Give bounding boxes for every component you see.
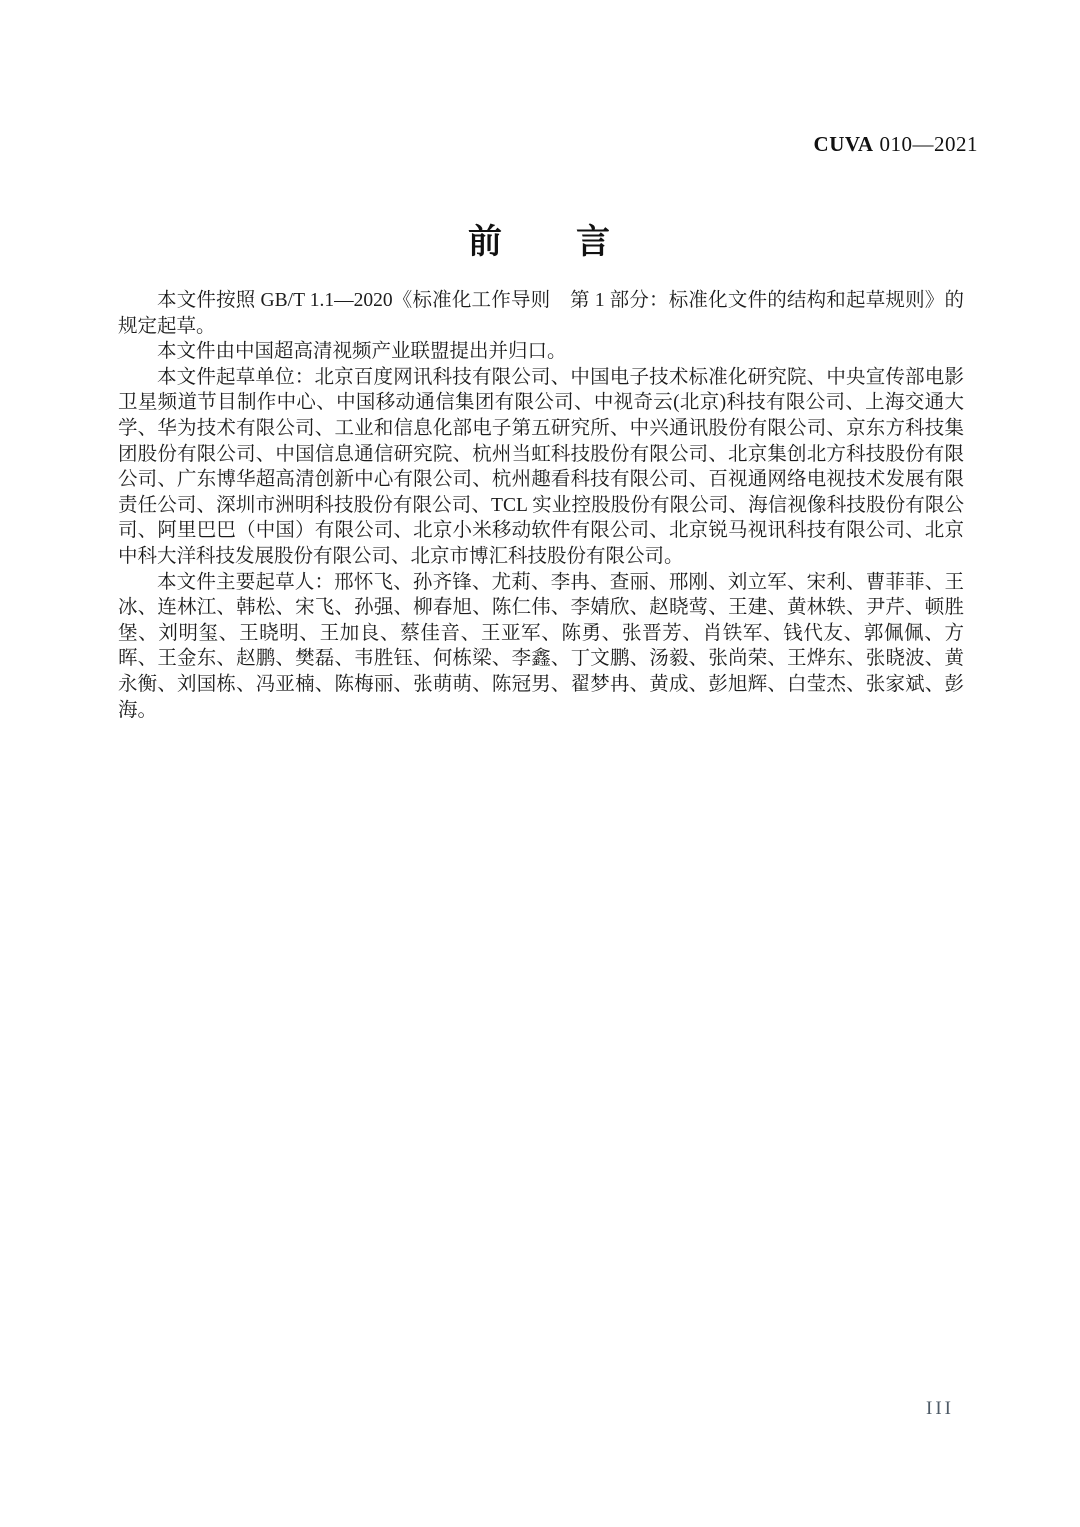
page-number: III bbox=[926, 1398, 954, 1419]
paragraph: 本文件主要起草人：邢怀飞、孙齐锋、尤莉、李冉、查丽、邢刚、刘立军、宋利、曹菲菲、王冰、连林江、韩松、宋飞、孙强、柳春旭、陈仁伟、李婧欣、赵晓莺、王建、黄林轶、尹芹、顿胜堡、刘明玺、王晓明、王加良、蔡佳音、王亚军、陈勇、张晋芳、肖铁军、钱代友、郭佩佩、方晖、王金东、赵鹏、樊磊、韦胜钰、何栋梁、李鑫、丁文鹏、汤毅、张尚荣、王烨东、张晓波、黄永衡、刘国栋、冯亚楠、陈梅丽、张萌萌、陈冠男、翟梦冉、黄成、彭旭辉、白莹杰、张家斌、彭海。 bbox=[118, 571, 964, 721]
paragraph: 本文件起草单位：北京百度网讯科技有限公司、中国电子技术标准化研究院、中央宣传部电影卫星频道节目制作中心、中国移动通信集团有限公司、中视奇云(北京)科技有限公司、上海交通大学、华为技术有限公司、工业和信息化部电子第五研究所、中兴通讯股份有限公司、京东方科技集团股份有限公司、中国信息通信研究院、杭州当虹科技股份有限公司、北京集创北方科技股份有限公司、广东博华超高清创新中心有限公司、杭州趣看科技有限公司、百视通网络电视技术发展有限责任公司、深圳市洲明科技股份有限公司、TCL 实业控股股份有限公司、海信视像科技股份有限公司、阿里巴巴（中国）有限公司、北京小米移动软件有限公司、北京锐马视讯科技有限公司、北京中科大洋科技发展股份有限公司、北京市博汇科技股份有限公司。 bbox=[118, 366, 964, 567]
standard-code-number: 010—2021 bbox=[879, 132, 978, 156]
page-title: 前 言 bbox=[468, 223, 612, 261]
standard-code-label: CUVA bbox=[813, 132, 874, 156]
paragraph: 本文件由中国超高清视频产业联盟提出并归口。 bbox=[157, 341, 567, 363]
foreword-body bbox=[118, 288, 964, 723]
standard-code bbox=[814, 132, 978, 157]
paragraph: 本文件按照 GB/T 1.1—2020《标准化工作导则 第 1 部分：标准化文件的结构和起草规则》的规定起草。 bbox=[118, 290, 964, 337]
